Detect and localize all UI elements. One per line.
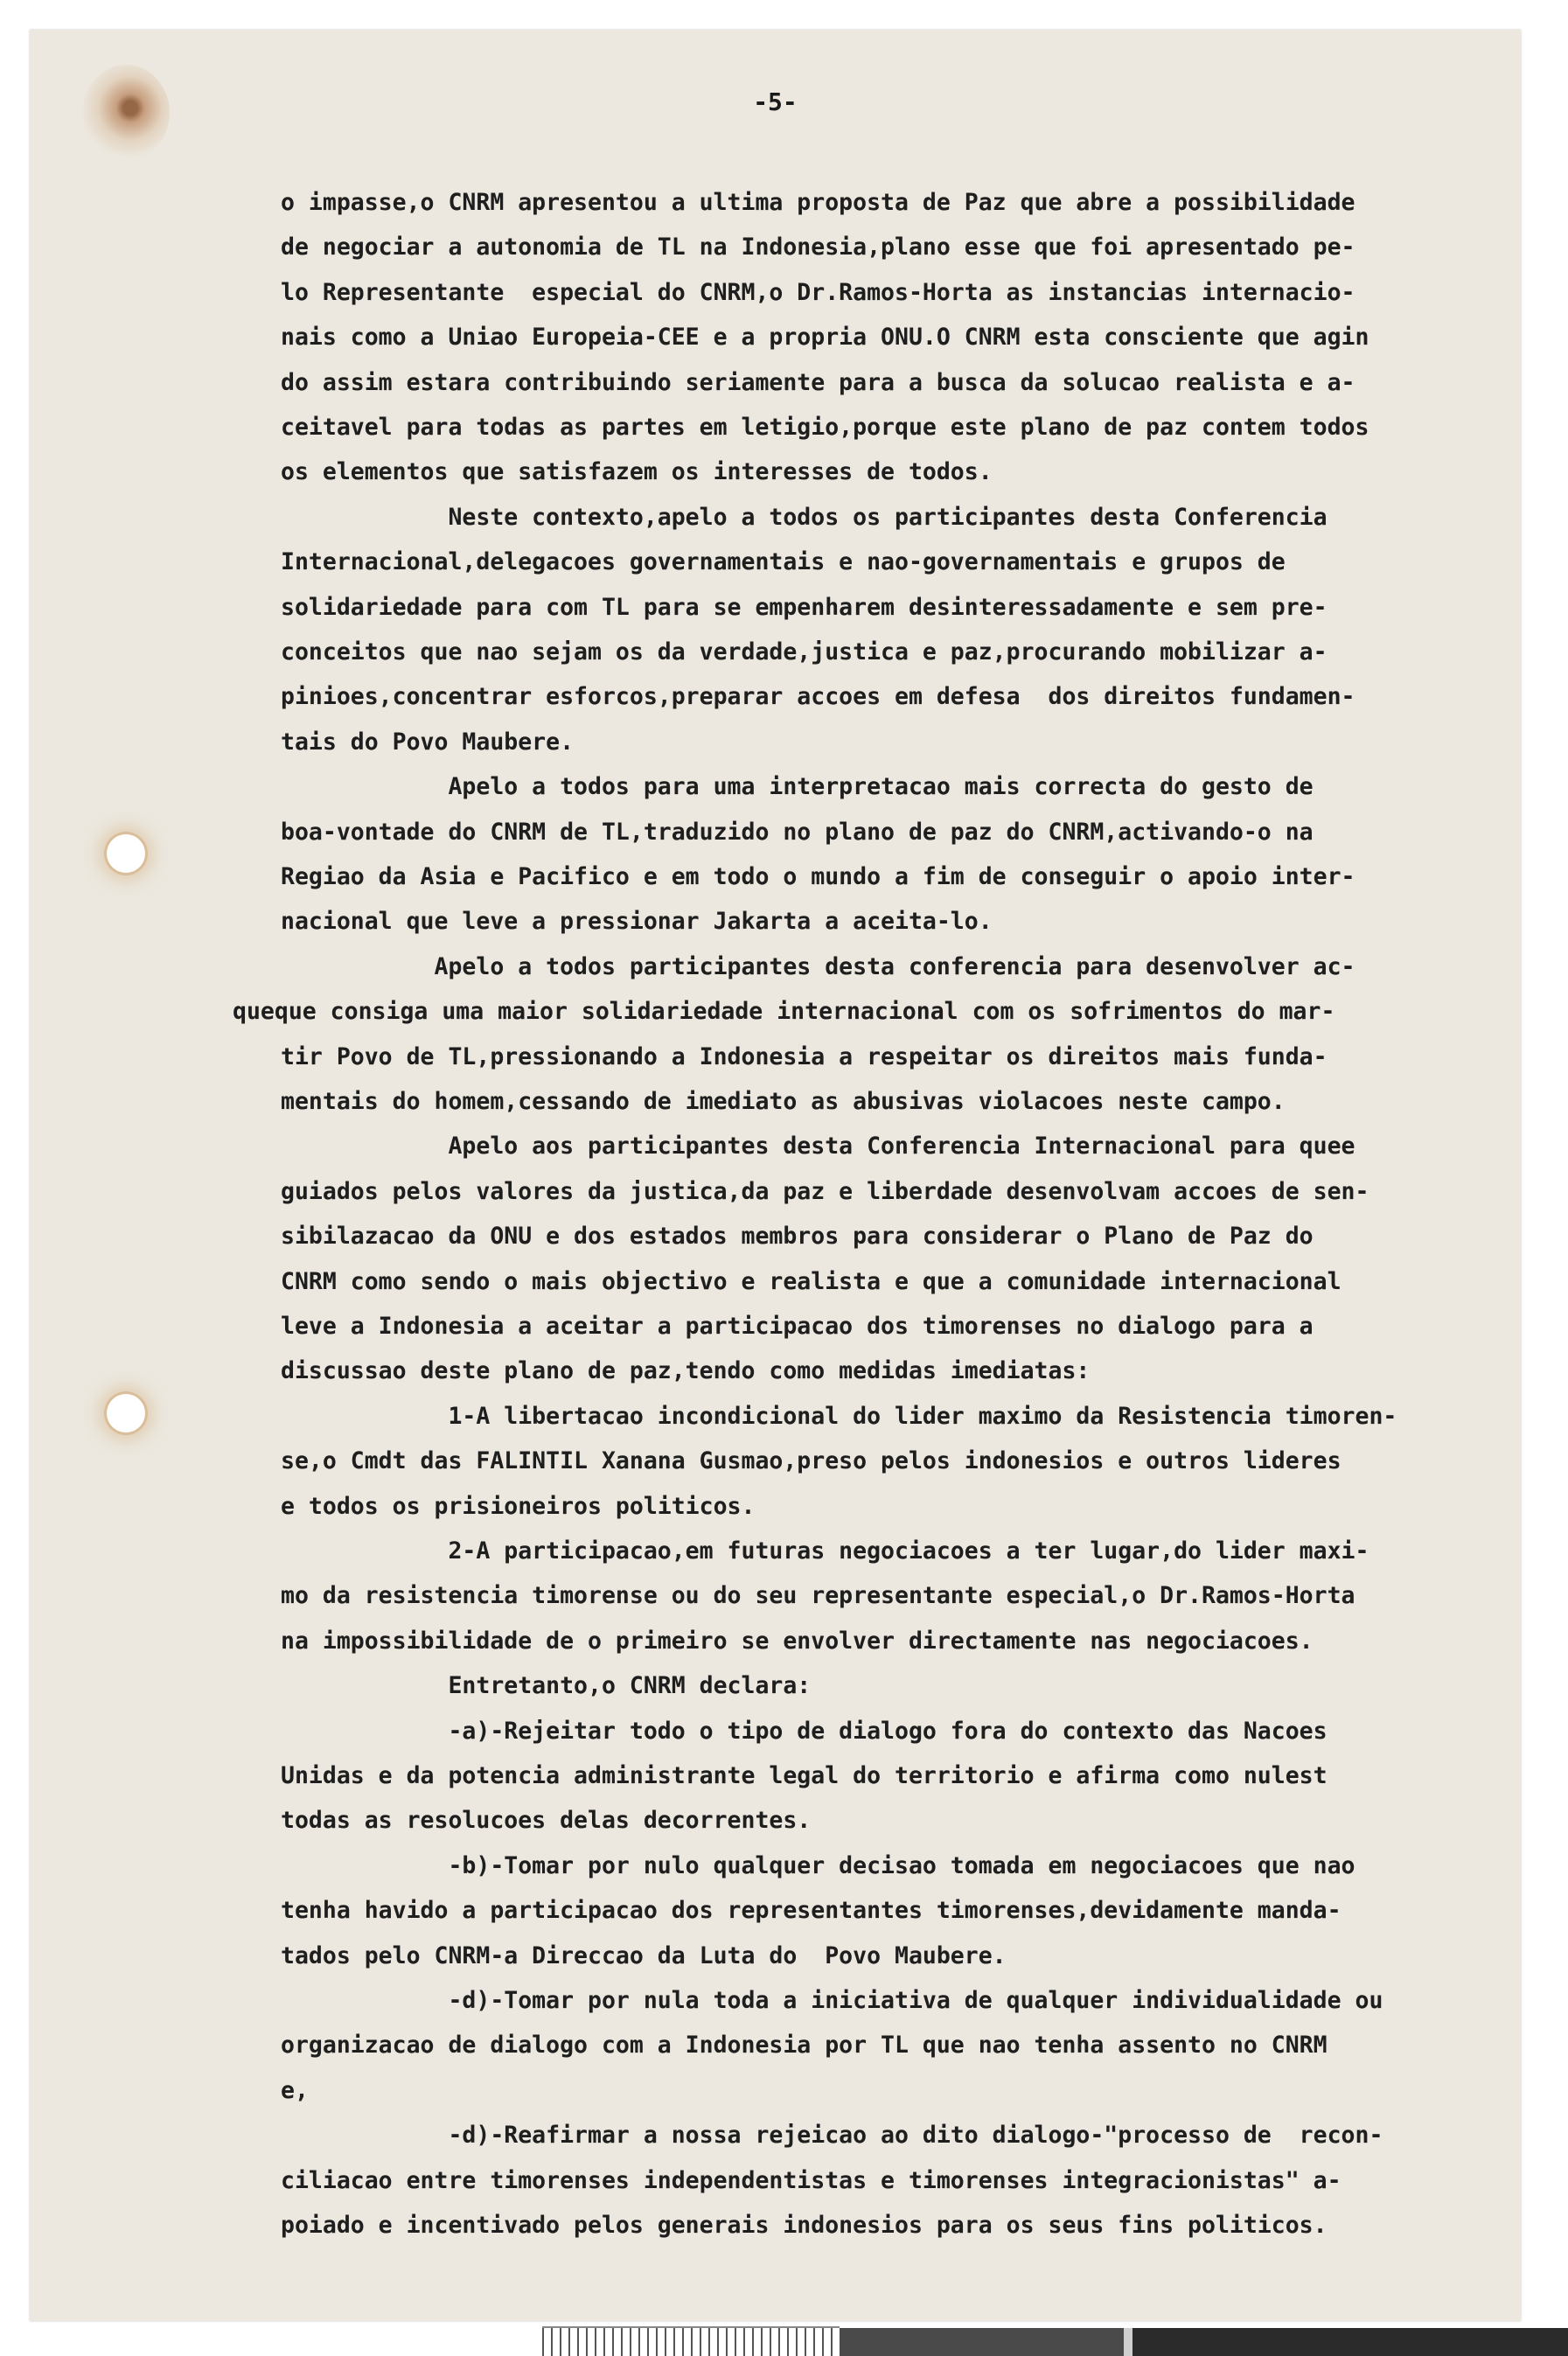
text-line: tir Povo de TL,pressionando a Indonesia a respeitar os direitos mais funda-: [281, 1042, 1328, 1070]
text-line: guiados pelos valores da justica,da paz e liberdade desenvolvam accoes de sen-: [281, 1177, 1369, 1205]
text-line: Internacional,delegacoes governamentais e nao-governamentais e grupos de: [281, 548, 1286, 576]
text-line: pinioes,concentrar esforcos,preparar accoes em defesa dos direitos fundamen-: [281, 683, 1355, 711]
text-line: lo Representante especial do CNRM,o Dr.Ramos-Horta as instancias internacio-: [281, 278, 1355, 306]
document-page: [30, 30, 1521, 2321]
text-line: Apelo aos participantes desta Conferencia Internacional para quee: [281, 1133, 1355, 1161]
text-line: mentais do homem,cessando de imediato as abusivas violacoes neste campo.: [281, 1088, 1286, 1115]
text-line: tais do Povo Maubere.: [281, 728, 575, 756]
text-line: Regiao da Asia e Pacifico e em todo o mundo a fim de conseguir o apoio inter-: [281, 863, 1355, 890]
text-line: e todos os prisioneiros politicos.: [281, 1492, 756, 1520]
text-line: discussao deste plano de paz,tendo como medidas imediatas:: [281, 1357, 1091, 1385]
text-line: os elementos que satisfazem os interesses de todos.: [281, 458, 993, 486]
text-line: solidariedade para com TL para se empenharem desinteressadamente e sem pre-: [281, 593, 1328, 621]
text-line: mo da resistencia timorense ou do seu representante especial,o Dr.Ramos-Horta: [281, 1582, 1355, 1610]
text-line: -b)-Tomar por nulo qualquer decisao tomada em negociacoes que nao: [281, 1851, 1355, 1879]
text-line: de negociar a autonomia de TL na Indonesia,plano esse que foi apresentado pe-: [281, 234, 1355, 261]
text-line: Neste contexto,apelo a todos os participantes desta Conferencia: [281, 503, 1328, 531]
text-line: leve a Indonesia a aceitar a participacao dos timorenses no dialogo para a: [281, 1313, 1314, 1340]
text-line: -a)-Rejeitar todo o tipo de dialogo fora do contexto das Nacoes: [281, 1717, 1328, 1745]
text-line: poiado e incentivado pelos generais indonesios para os seus fins politicos.: [281, 2212, 1328, 2239]
text-line: nais como a Uniao Europeia-CEE e a propria ONU.O CNRM esta consciente que agin: [281, 324, 1369, 352]
text-line: conceitos que nao sejam os da verdade,justica e paz,procurando mobilizar a-: [281, 638, 1328, 666]
color-bar: [840, 2328, 1124, 2356]
color-bar: [1132, 2328, 1568, 2356]
text-line: queque consiga uma maior solidariedade internacional com os sofrimentos do mar-: [233, 998, 1335, 1026]
scale-ruler: [542, 2326, 840, 2356]
page-number: -5-: [753, 87, 798, 116]
text-line: Unidas e da potencia administrante legal do territorio e afirma como nulest: [281, 1762, 1328, 1789]
text-line: na impossibilidade de o primeiro se envolver directamente nas negociacoes.: [281, 1627, 1314, 1655]
text-line: 1-A libertacao incondicional do lider maximo da Resistencia timoren-: [281, 1402, 1397, 1430]
text-line: ciliacao entre timorenses independentistas e timorenses integracionistas" a-: [281, 2166, 1342, 2194]
punch-hole: [107, 1394, 145, 1432]
text-line: o impasse,o CNRM apresentou a ultima proposta de Paz que abre a possibilidade: [281, 189, 1355, 216]
punch-hole: [107, 834, 145, 873]
text-line: todas as resolucoes delas decorrentes.: [281, 1807, 812, 1835]
text-line: tenha havido a participacao dos representantes timorenses,devidamente manda-: [281, 1897, 1342, 1925]
text-line: nacional que leve a pressionar Jakarta a aceita-lo.: [281, 908, 993, 936]
text-line: 2-A participacao,em futuras negociacoes a ter lugar,do lider maxi-: [281, 1537, 1369, 1565]
text-line: tados pelo CNRM-a Direccao da Luta do Povo Maubere.: [281, 1941, 1007, 1969]
text-line: ceitavel para todas as partes em letigio,porque este plano de paz contem todos: [281, 414, 1369, 441]
text-line: e,: [281, 2076, 309, 2104]
text-line: -d)-Reafirmar a nossa rejeicao ao dito dialogo-"processo de recon-: [281, 2122, 1383, 2150]
text-line: sibilazacao da ONU e dos estados membros para considerar o Plano de Paz do: [281, 1223, 1314, 1251]
text-line: Apelo a todos participantes desta conferencia para desenvolver ac-: [281, 952, 1355, 980]
text-line: Apelo a todos para uma interpretacao mais correcta do gesto de: [281, 773, 1314, 801]
color-bar: [1124, 2328, 1132, 2356]
text-line: do assim estara contribuindo seriamente para a busca da solucao realista e a-: [281, 368, 1355, 396]
text-line: organizacao de dialogo com a Indonesia por TL que nao tenha assento no CNRM: [281, 2032, 1328, 2060]
text-line: se,o Cmdt das FALINTIL Xanana Gusmao,preso pelos indonesios e outros lideres: [281, 1447, 1342, 1475]
text-line: Entretanto,o CNRM declara:: [281, 1672, 812, 1700]
text-line: -d)-Tomar por nula toda a iniciativa de qualquer individualidade ou: [281, 1987, 1383, 2014]
text-line: boa-vontade do CNRM de TL,traduzido no plano de paz do CNRM,activando-o na: [281, 818, 1314, 846]
text-line: CNRM como sendo o mais objectivo e realista e que a comunidade internacional: [281, 1267, 1342, 1295]
